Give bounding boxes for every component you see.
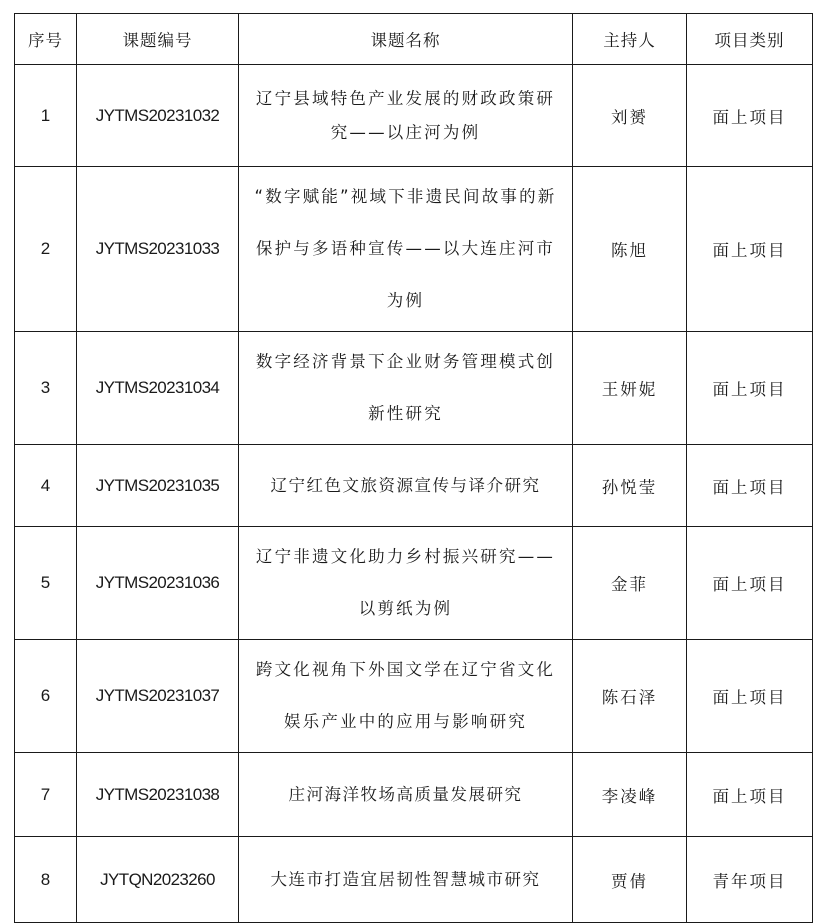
row-category: 面上项目 bbox=[687, 167, 813, 332]
row-host: 贾倩 bbox=[573, 837, 687, 923]
project-table bbox=[14, 13, 813, 923]
header-name: 课题名称 bbox=[239, 14, 573, 65]
table-row bbox=[15, 167, 813, 332]
row-index: 2 bbox=[15, 167, 77, 332]
row-name: 大连市打造宜居韧性智慧城市研究 bbox=[239, 837, 573, 923]
table-header-row bbox=[15, 14, 813, 65]
table-row bbox=[15, 753, 813, 837]
row-category: 面上项目 bbox=[687, 65, 813, 167]
header-category: 项目类别 bbox=[687, 14, 813, 65]
table-row bbox=[15, 65, 813, 167]
row-index: 8 bbox=[15, 837, 77, 923]
row-host: 李凌峰 bbox=[573, 753, 687, 837]
row-host: 金菲 bbox=[573, 527, 687, 640]
row-name: 辽宁红色文旅资源宣传与译介研究 bbox=[239, 445, 573, 527]
row-host: 陈旭 bbox=[573, 167, 687, 332]
table-row bbox=[15, 837, 813, 923]
table-row bbox=[15, 445, 813, 527]
row-code: JYTMS20231037 bbox=[77, 640, 239, 753]
row-code: JYTMS20231036 bbox=[77, 527, 239, 640]
row-host: 陈石泽 bbox=[573, 640, 687, 753]
row-name: 跨文化视角下外国文学在辽宁省文化娱乐产业中的应用与影响研究 bbox=[239, 640, 573, 753]
row-index: 3 bbox=[15, 332, 77, 445]
header-code: 课题编号 bbox=[77, 14, 239, 65]
row-category: 青年项目 bbox=[687, 837, 813, 923]
header-index: 序号 bbox=[15, 14, 77, 65]
row-index: 7 bbox=[15, 753, 77, 837]
row-code: JYTMS20231032 bbox=[77, 65, 239, 167]
row-index: 6 bbox=[15, 640, 77, 753]
row-index: 1 bbox=[15, 65, 77, 167]
row-name: 数字经济背景下企业财务管理模式创新性研究 bbox=[239, 332, 573, 445]
row-name: 辽宁非遗文化助力乡村振兴研究——以剪纸为例 bbox=[239, 527, 573, 640]
row-category: 面上项目 bbox=[687, 527, 813, 640]
row-category: 面上项目 bbox=[687, 332, 813, 445]
row-code: JYTMS20231033 bbox=[77, 167, 239, 332]
row-category: 面上项目 bbox=[687, 753, 813, 837]
row-host: 孙悦莹 bbox=[573, 445, 687, 527]
row-host: 王妍妮 bbox=[573, 332, 687, 445]
table-row bbox=[15, 332, 813, 445]
row-name: “数字赋能”视域下非遗民间故事的新保护与多语种宣传——以大连庄河市为例 bbox=[239, 167, 573, 332]
row-name: 庄河海洋牧场高质量发展研究 bbox=[239, 753, 573, 837]
row-host: 刘赟 bbox=[573, 65, 687, 167]
row-index: 5 bbox=[15, 527, 77, 640]
row-category: 面上项目 bbox=[687, 640, 813, 753]
row-category: 面上项目 bbox=[687, 445, 813, 527]
row-code: JYTMS20231034 bbox=[77, 332, 239, 445]
row-index: 4 bbox=[15, 445, 77, 527]
row-name: 辽宁县域特色产业发展的财政政策研究——以庄河为例 bbox=[239, 65, 573, 167]
row-code: JYTMS20231038 bbox=[77, 753, 239, 837]
header-host: 主持人 bbox=[573, 14, 687, 65]
row-code: JYTQN2023260 bbox=[77, 837, 239, 923]
table-row bbox=[15, 527, 813, 640]
table-row bbox=[15, 640, 813, 753]
row-code: JYTMS20231035 bbox=[77, 445, 239, 527]
